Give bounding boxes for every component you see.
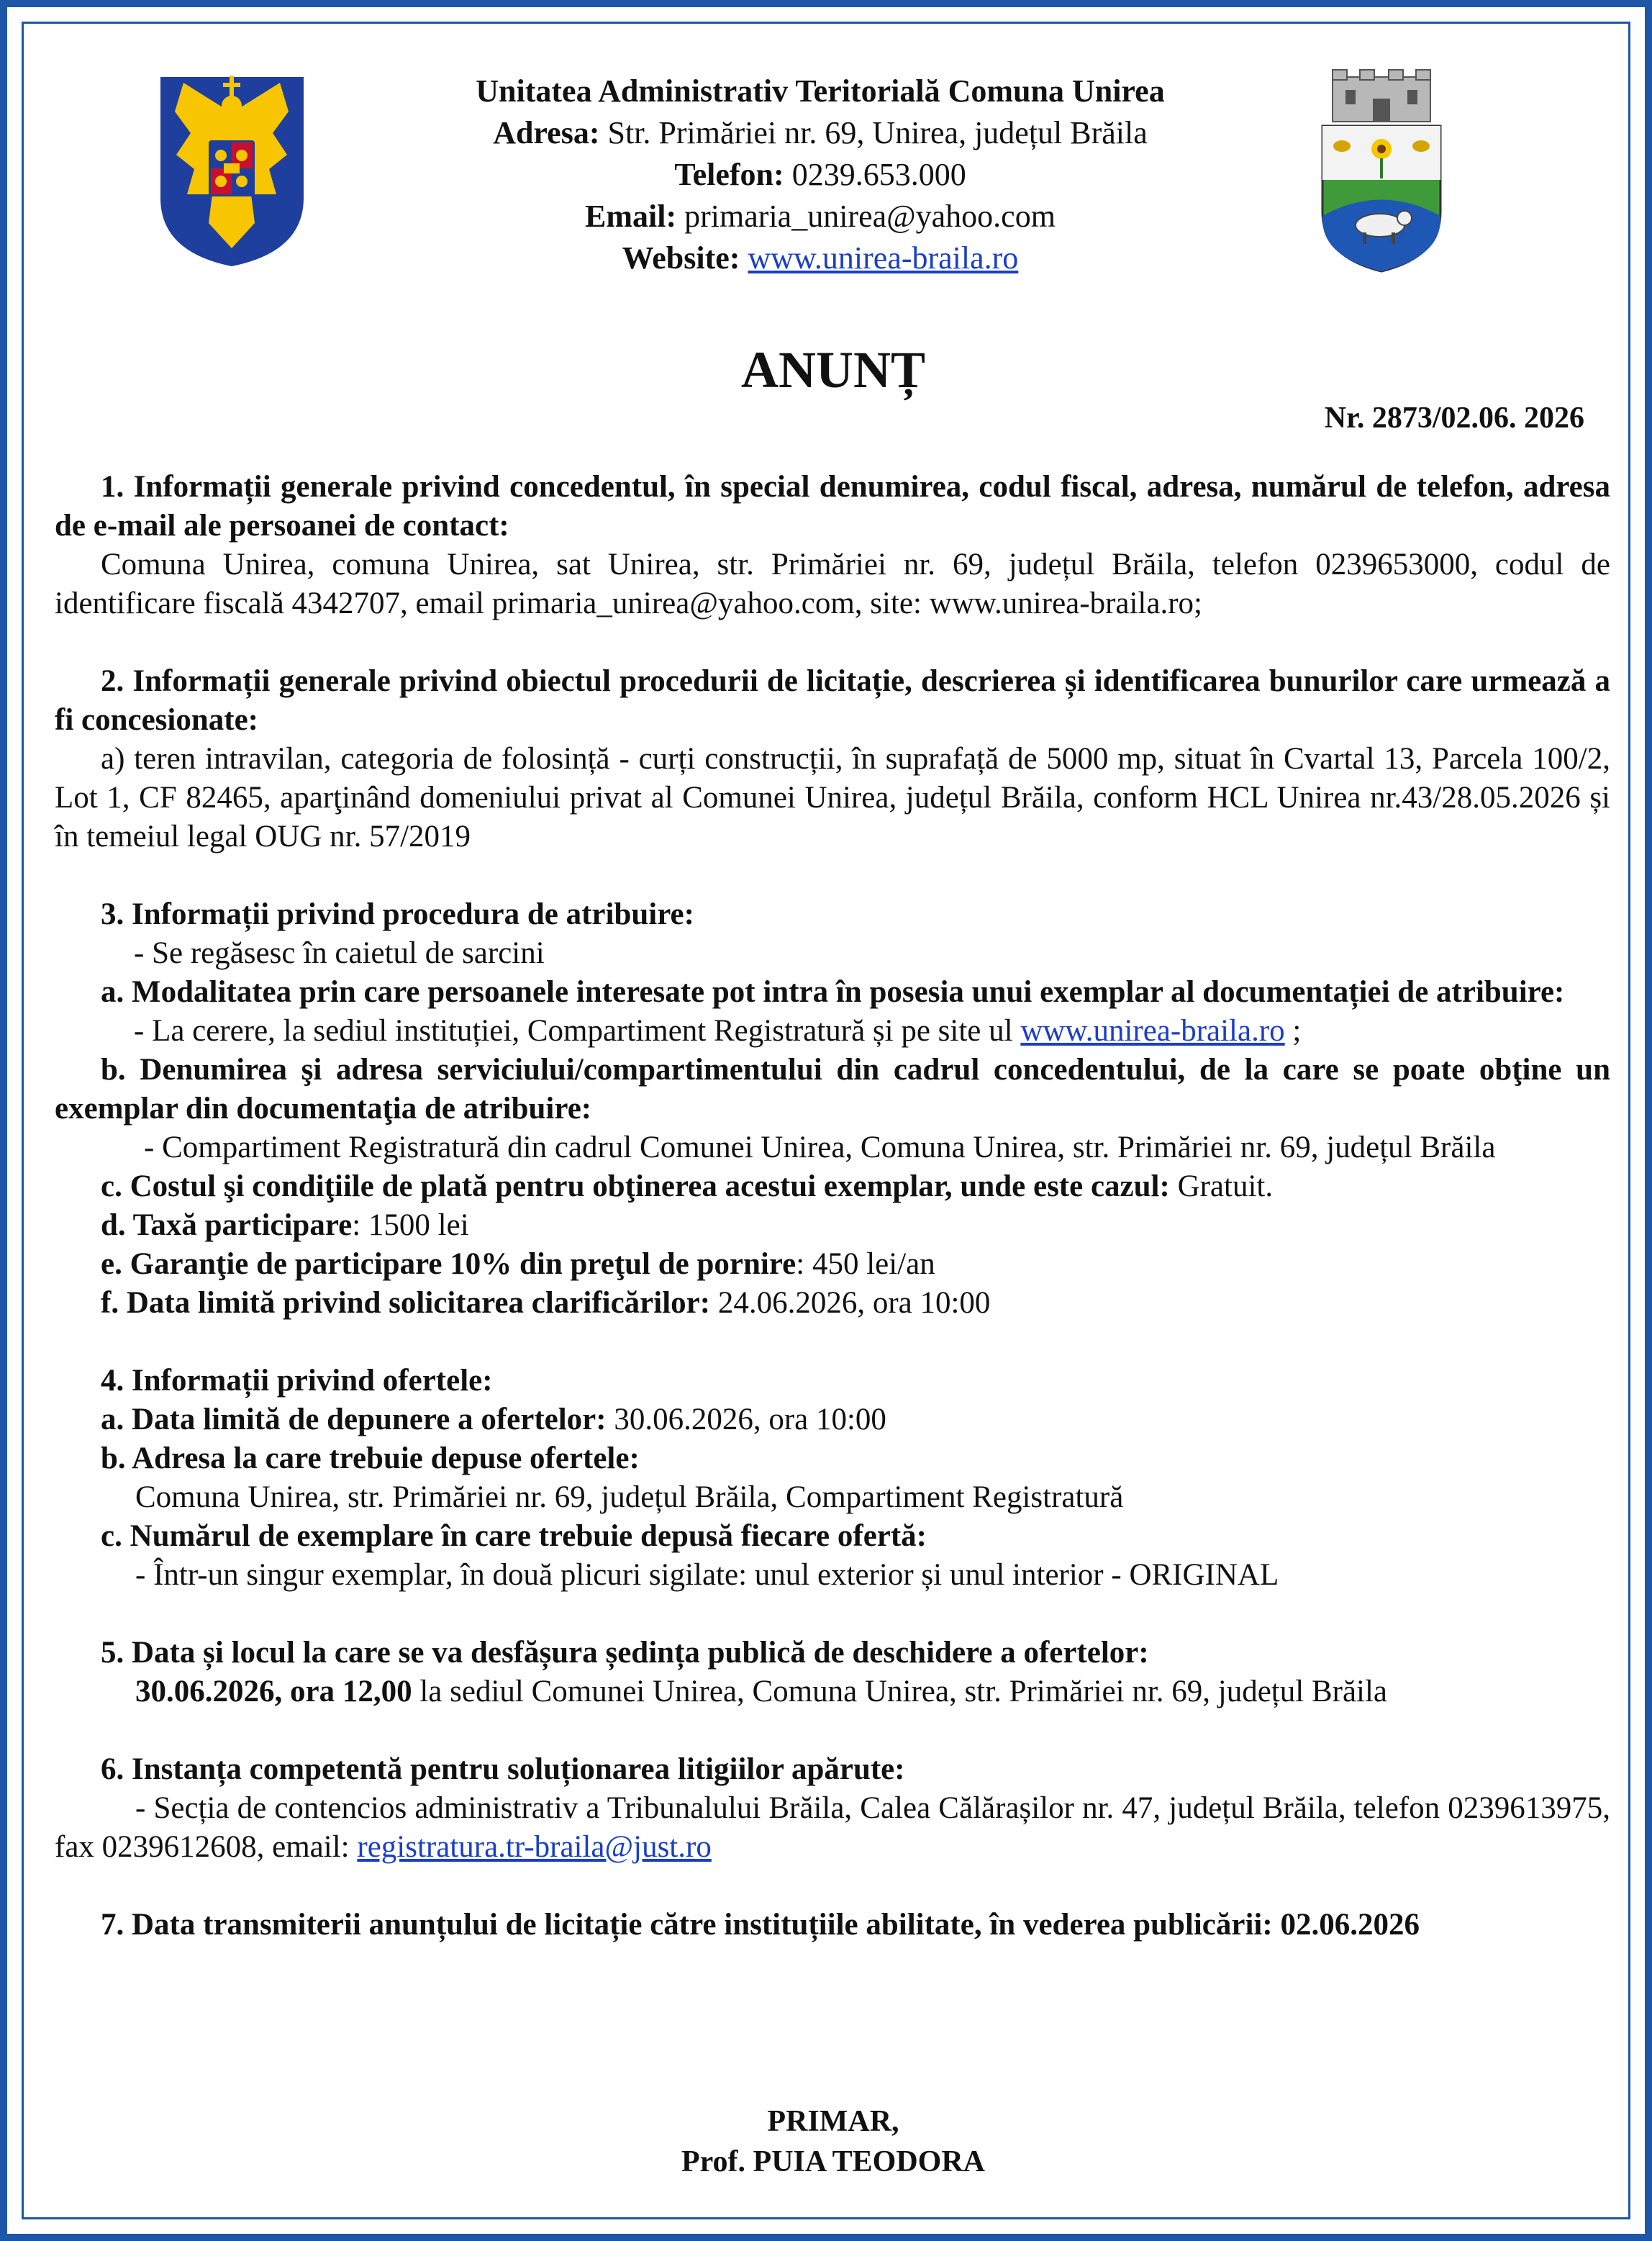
site-link[interactable]: www.unirea-braila.ro	[1020, 1014, 1285, 1048]
signature-name: Prof. PUIA TEODORA	[681, 2145, 985, 2178]
institution-email: Email: primaria_unirea@yahoo.com	[585, 199, 1056, 234]
document-body	[55, 468, 1610, 1945]
website-link[interactable]: www.unirea-braila.ro	[748, 240, 1019, 276]
section-3b-text: - Compartiment Registratură din cadrul Comunei Unirea, Comuna Unirea, str. Primăriei nr. 69, județul Brăila	[144, 1131, 1496, 1164]
institution-phone: Telefon: 0239.653.000	[674, 157, 966, 192]
section-3-heading: 3. Informații privind procedura de atribuire:	[101, 897, 694, 931]
section-3f: f. Data limită privind solicitarea clarificărilor: 24.06.2026, ora 10:00	[101, 1286, 991, 1320]
section-3c: c. Costul şi condiţiile de plată pentru obţinerea acestui exemplar, unde este cazul: Gratuit.	[101, 1169, 1274, 1203]
section-4c-heading: c. Numărul de exemplare în care trebuie depusă fiecare ofertă:	[101, 1519, 927, 1553]
institution-name: Unitatea Administrativ Teritorială Comuna Unirea	[476, 73, 1165, 109]
section-2-heading: 2. Informații generale privind obiectul procedurii de licitație, descrierea și identificarea bunurilor care urmează a fi concesionate:	[55, 664, 1610, 737]
section-4c-text: - Într-un singur exemplar, în două plicuri sigilate: unul exterior și unul interior - ORIGINAL	[135, 1558, 1279, 1592]
romania-coat-of-arms-icon	[155, 68, 309, 270]
court-email-link[interactable]: registratura.tr-braila@just.ro	[357, 1830, 712, 1864]
document-number: Nr. 2873/02.06. 2026	[1324, 402, 1584, 435]
section-4-heading: 4. Informații privind ofertele:	[101, 1364, 493, 1398]
section-6-heading: 6. Instanța competentă pentru soluționarea litigiilor apărute:	[101, 1752, 905, 1786]
section-3a-heading: a. Modalitatea prin care persoanele interesate pot intra în posesia unui exemplar al documentației de atribuire:	[101, 975, 1565, 1009]
section-5-text: 30.06.2026, ora 12,00 la sediul Comunei Unirea, Comuna Unirea, str. Primăriei nr. 69, județul Brăila	[135, 1675, 1388, 1708]
section-3b-heading: b. Denumirea şi adresa serviciului/compartimentului din cadrul concedentului, de la care se poate obţine un exemplar din documentaţia de atribuire:	[55, 1053, 1610, 1126]
institution-website: Website: www.unirea-braila.ro	[622, 240, 1019, 276]
section-2-text: a) teren intravilan, categoria de folosință - curți construcții, în suprafață de 5000 mp, situat în Cvartal 13, Parcela 100/2, Lot 1, CF 82465, aparţinând domeniului privat al Comunei Unirea, județul Brăila, conform HCL Unirea nr.43/28.05.2026 și în temeiul legal OUG nr. 57/2019	[55, 742, 1610, 854]
section-3e: e. Garanţie de participare 10% din preţul de pornire: 450 lei/an	[101, 1247, 935, 1281]
institution-address: Adresa: Str. Primăriei nr. 69, Unirea, județul Brăila	[493, 115, 1148, 150]
section-4a: a. Data limită de depunere a ofertelor: 30.06.2026, ora 10:00	[101, 1403, 886, 1436]
institution-header	[295, 71, 1345, 279]
section-4b-text: Comuna Unirea, str. Primăriei nr. 69, județul Brăila, Compartiment Registratură	[135, 1480, 1124, 1514]
section-3d: d. Taxă participare: 1500 lei	[101, 1208, 469, 1242]
signature-role: PRIMAR,	[767, 2105, 899, 2138]
signature-block	[7, 2101, 1652, 2182]
section-4b-heading: b. Adresa la care trebuie depuse ofertele:	[101, 1441, 640, 1475]
section-7-heading: 7. Data transmiterii anunțului de licitație către instituțiile abilitate, în vederea publicării: 02.06.2026	[101, 1908, 1420, 1942]
section-1-heading: 1. Informații generale privind concedentul, în special denumirea, codul fiscal, adresa, numărul de telefon, adresa de e-mail ale persoanei de contact:	[55, 470, 1610, 543]
section-3-item: - Se regăsesc în caietul de sarcini	[134, 936, 545, 970]
section-6-text: - Secția de contencios administrativ a Tribunalului Brăila, Calea Călărașilor nr. 47, județul Brăila, telefon 0239613975, fax 0239612608, email: registratura.tr-braila@just.ro	[55, 1791, 1610, 1864]
section-3a-text: - La cerere, la sediul instituției, Compartiment Registratură și pe site ul www.unirea-braila.ro ;	[134, 1014, 1302, 1048]
section-1-text: Comuna Unirea, comuna Unirea, sat Unirea, str. Primăriei nr. 69, județul Brăila, telefon 0239653000, codul de identificare fiscală 4342707, email primaria_unirea@yahoo.com, site: www.unirea-braila.ro;	[55, 548, 1610, 620]
section-5-heading: 5. Data și locul la care se va desfășura ședința publică de deschidere a ofertelor:	[101, 1636, 1149, 1670]
document-title: ANUNȚ	[740, 341, 925, 399]
